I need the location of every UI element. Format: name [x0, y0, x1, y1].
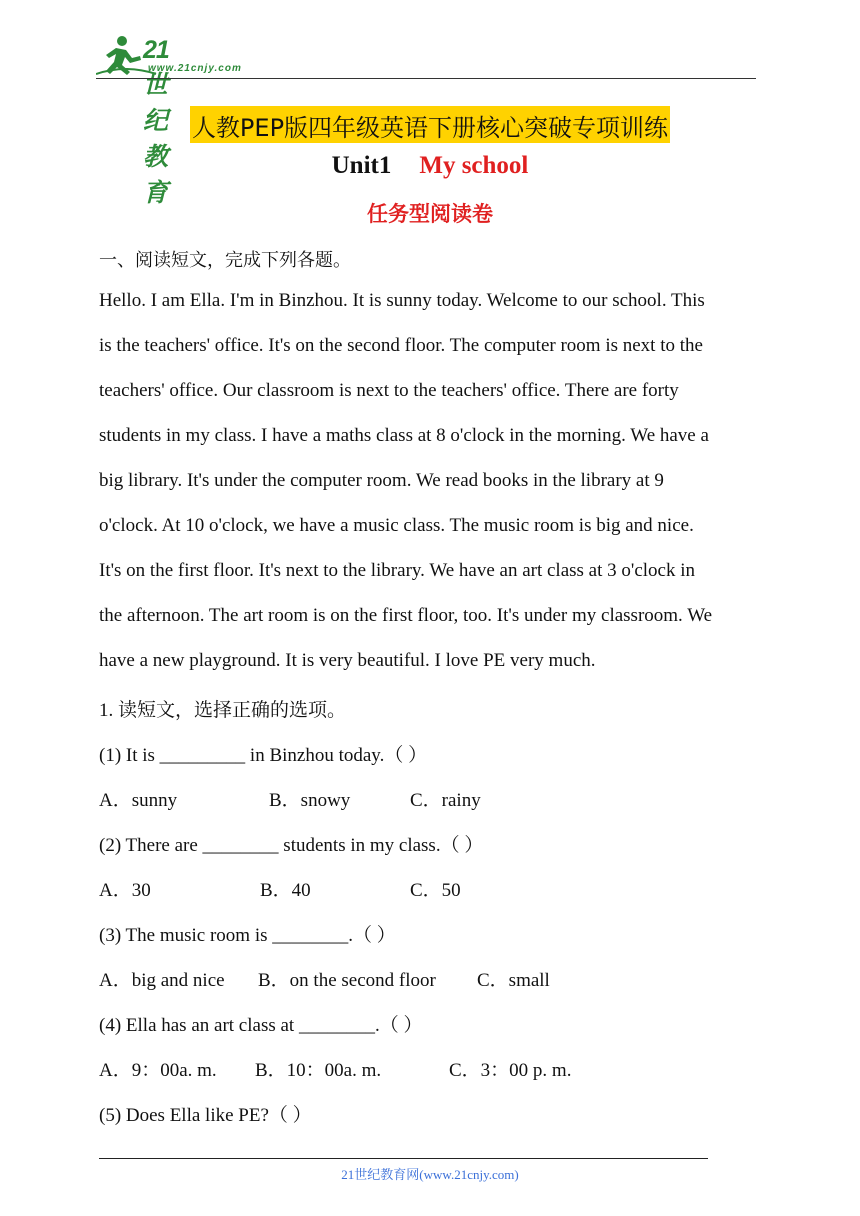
question-2: (2) There are ________ students in my class.（ ）: [99, 835, 484, 856]
passage-line: Hello. I am Ella. I'm in Binzhou. It is sunny today. Welcome to our school. This: [99, 290, 705, 311]
passage-line: students in my class. I have a maths class at 8 o'clock in the morning. We have a: [99, 425, 709, 446]
option-c[interactable]: C．small: [477, 970, 550, 991]
section-heading: 一、阅读短文，完成下列各题。: [99, 250, 351, 271]
option-b[interactable]: B．snowy: [269, 790, 351, 811]
task-instruction: 1. 读短文，选择正确的选项。: [99, 700, 347, 721]
option-a[interactable]: A．9：00a. m.: [99, 1060, 217, 1081]
header-divider: [96, 78, 756, 79]
option-b[interactable]: B．40: [260, 880, 311, 901]
logo-url: www.21cnjy.com: [148, 63, 242, 74]
passage-line: have a new playground. It is very beautiful. I love PE very much.: [99, 650, 596, 671]
passage-line: It's on the first floor. It's next to the library. We have an art class at 3 o'clock in: [99, 560, 695, 581]
option-b[interactable]: B．on the second floor: [258, 970, 436, 991]
passage-line: big library. It's under the computer room. We read books in the library at 9: [99, 470, 664, 491]
footer-text[interactable]: 21世纪教育网(www.21cnjy.com): [341, 1167, 519, 1182]
passage-line: is the teachers' office. It's on the second floor. The computer room is next to the: [99, 335, 703, 356]
option-a[interactable]: A．big and nice: [99, 970, 225, 991]
question-5: (5) Does Ella like PE?（ ）: [99, 1105, 312, 1126]
document-title-text: 人教PEP版四年级英语下册核心突破专项训练: [190, 106, 670, 143]
passage-line: o'clock. At 10 o'clock, we have a music class. The music room is big and nice.: [99, 515, 694, 536]
passage-line: teachers' office. Our classroom is next to the teachers' office. There are forty: [99, 380, 679, 401]
option-c[interactable]: C．50: [410, 880, 461, 901]
document-title: [0, 106, 860, 143]
logo-text: 21世纪教育: [143, 36, 169, 207]
paper-type: 任务型阅读卷: [367, 202, 493, 226]
option-b[interactable]: B．10：00a. m.: [255, 1060, 382, 1081]
question-3: (3) The music room is ________.（ ）: [99, 925, 396, 946]
footer-divider: [99, 1158, 708, 1159]
option-a[interactable]: A．sunny: [99, 790, 178, 811]
unit-title: [0, 152, 860, 180]
option-a[interactable]: A．30: [99, 880, 151, 901]
unit-label: Unit1: [331, 152, 392, 179]
option-c[interactable]: C．3：00 p. m.: [449, 1060, 572, 1081]
question-1: (1) It is _________ in Binzhou today.（ ）: [99, 745, 428, 766]
unit-topic: My school: [419, 152, 529, 179]
question-4: (4) Ella has an art class at ________.（ ）: [99, 1015, 423, 1036]
option-c[interactable]: C．rainy: [410, 790, 481, 811]
passage-line: the afternoon. The art room is on the first floor, too. It's under my classroom. We: [99, 605, 713, 626]
